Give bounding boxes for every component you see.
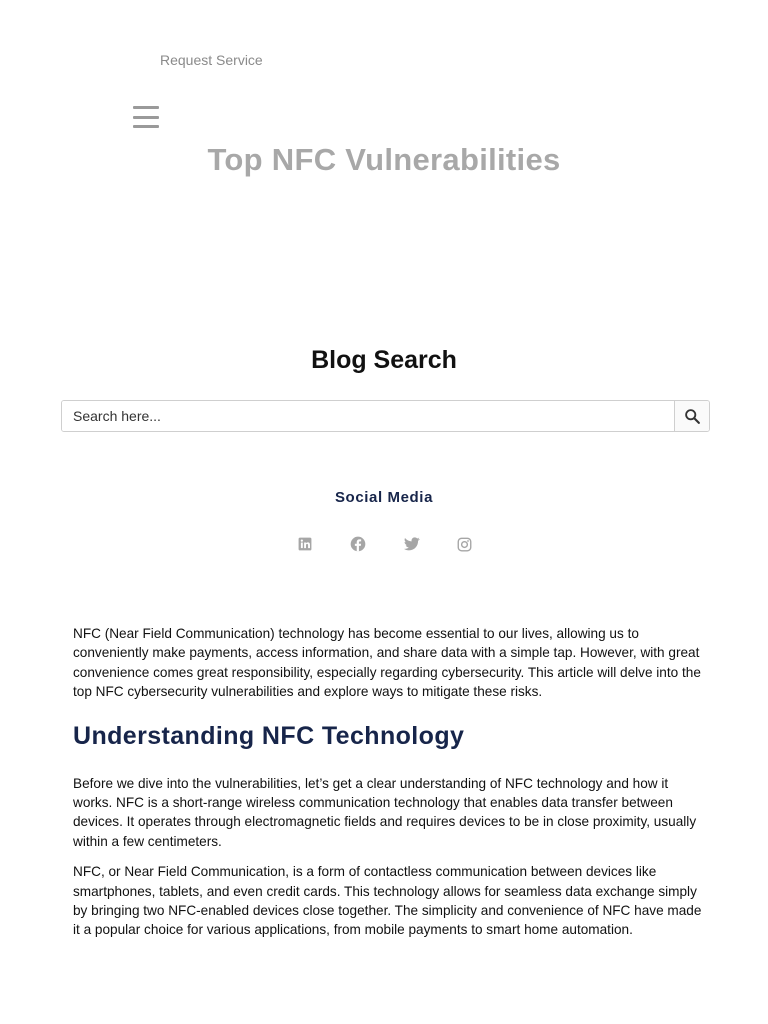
search-icon: [684, 408, 701, 425]
article-paragraph: Before we dive into the vulnerabilities, let’s get a clear understanding of NFC technology and how it works. NFC is a short-range wireless communication technology that enables data transfer between devices. It operates through electromagnetic fields and requires devices to be in close proximity, usually within a few centimeters.: [73, 775, 697, 849]
hamburger-menu-icon[interactable]: [133, 106, 159, 128]
request-service-link[interactable]: Request Service: [160, 52, 263, 68]
linkedin-icon[interactable]: [296, 535, 314, 553]
menu-bar: [133, 116, 159, 119]
menu-bar: [133, 106, 159, 109]
instagram-icon[interactable]: [456, 535, 474, 553]
section-heading: Understanding NFC Technology: [73, 721, 465, 750]
blog-search-heading: Blog Search: [311, 346, 457, 374]
social-icons: [296, 535, 474, 553]
search-button[interactable]: [674, 401, 709, 431]
page-title: Top NFC Vulnerabilities: [207, 142, 561, 177]
search-input[interactable]: [62, 401, 674, 431]
article-content: [73, 624, 703, 951]
facebook-icon[interactable]: [349, 535, 367, 553]
blog-search-form: [61, 400, 710, 432]
menu-bar: [133, 125, 159, 128]
social-media-heading: Social Media: [334, 489, 434, 506]
article-intro: NFC (Near Field Communication) technology has become essential to our lives, allowing us to conveniently make payments, access information, and share data with a simple tap. However, with great convenience comes great responsibility, especially regarding cybersecurity. This article will delve into the top NFC cybersecurity vulnerabilities and explore ways to mitigate these risks.: [73, 626, 701, 700]
article-paragraph: NFC, or Near Field Communication, is a form of contactless communication between devices like smartphones, tablets, and even credit cards. This technology allows for seamless data exchange simply by bringing two NFC-enabled devices close together. The simplicity and convenience of NFC have made it a popular choice for various applications, from mobile payments to smart home automation.: [73, 864, 702, 938]
twitter-icon[interactable]: [403, 535, 421, 553]
